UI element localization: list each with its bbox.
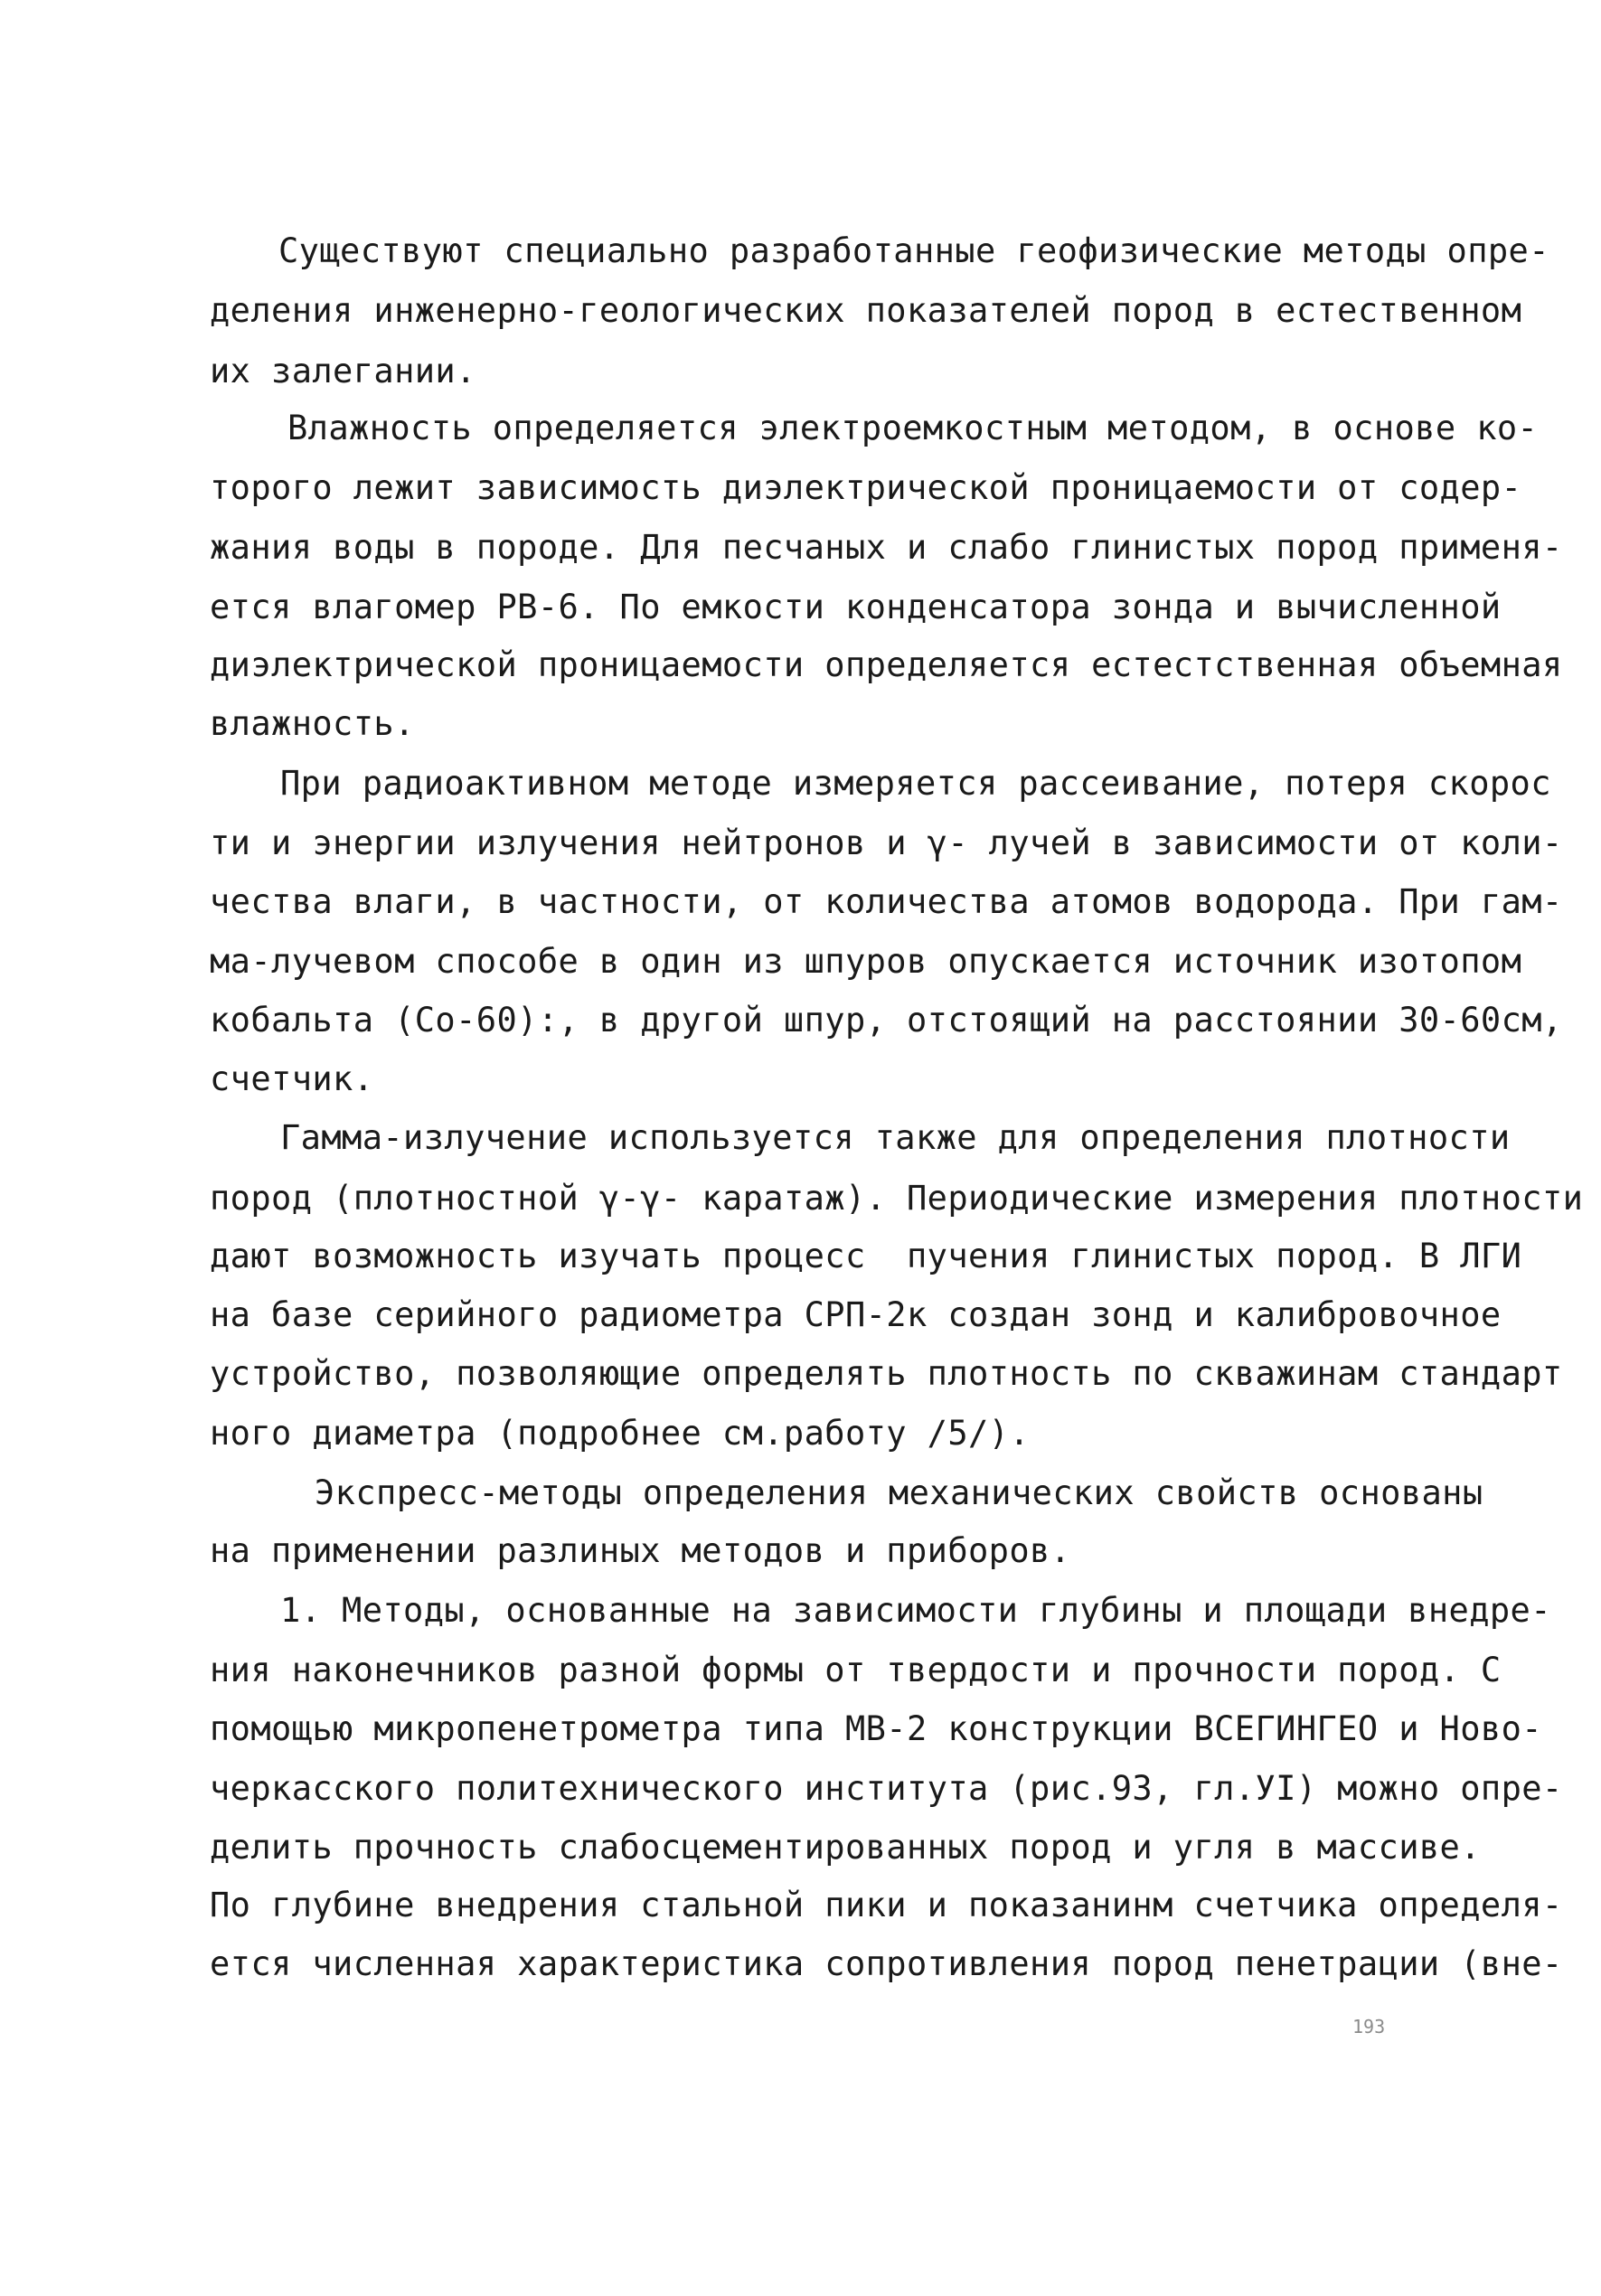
text-line: делить прочность слабосцементированных пород и угля в массиве. xyxy=(210,1828,1481,1867)
text-line: счетчик. xyxy=(210,1059,374,1098)
page-number: 193 xyxy=(1352,2016,1386,2037)
text-line: их залегании. xyxy=(210,352,476,391)
text-line: на базе серийного радиометра СРП-2к создан зонд и калибровочное xyxy=(210,1295,1502,1334)
text-line: Влажность определяется электроемкостным методом, в основе ко- xyxy=(287,409,1539,447)
text-line: ется влагомер РВ-6. По емкости конденсатора зонда и вычисленной xyxy=(210,588,1502,626)
text-line: Экспресс-методы определения механических свойств основаны xyxy=(315,1473,1483,1512)
text-line: чества влаги, в частности, от количества атомов водорода. При гам- xyxy=(210,882,1563,921)
text-line: диэлектрической проницаемости определяется естестственная объемная xyxy=(210,645,1563,684)
text-line: дают возможность изучать процесс пучения глинистых пород. В ЛГИ xyxy=(210,1237,1522,1275)
text-line: При радиоактивном методе измеряется рассеивание, потеря скорос xyxy=(280,764,1551,803)
text-line: ния наконечников разной формы от твердости и прочности пород. С xyxy=(210,1651,1502,1689)
text-line: ма-лучевом способе в один из шпуров опускается источник изотопом xyxy=(210,942,1522,981)
text-line: Существуют специально разработанные геофизические методы опре- xyxy=(278,231,1549,270)
text-line: По глубине внедрения стальной пики и показанинм счетчика определя- xyxy=(210,1886,1563,1924)
text-line: торого лежит зависимость диэлектрической проницаемости от содер- xyxy=(210,468,1522,507)
text-line: кобальта (Со-60):, в другой шпур, отстоящий на расстоянии 30-60см, xyxy=(210,1001,1563,1040)
text-line: влажность. xyxy=(210,704,415,743)
text-line: 1. Методы, основанные на зависимости глубины и площади внедре- xyxy=(280,1591,1551,1630)
text-line: ного диаметра (подробнее см.работу /5/). xyxy=(210,1414,1031,1453)
text-line: черкасского политехнического института (рис.93, гл.УI) можно опре- xyxy=(210,1769,1563,1808)
text-line: жания воды в породе. Для песчаных и слабо глинистых пород применя- xyxy=(210,528,1563,567)
text-line: деления инженерно-геологических показателей пород в естественном xyxy=(210,291,1522,330)
text-line: помощью микропенетрометра типа МВ-2 конструкции ВСЕГИНГЕО и Ново- xyxy=(210,1709,1542,1748)
text-line: ется численная характеристика сопротивления пород пенетрации (вне- xyxy=(210,1944,1563,1983)
text-line: устройство, позволяющие определять плотность по скважинам стандарт xyxy=(210,1354,1563,1393)
text-line: Гамма-излучение используется также для определения плотности xyxy=(280,1118,1511,1157)
text-line: на применении разлиных методов и приборов. xyxy=(210,1531,1071,1570)
text-line: пород (плотностной γ-γ- каратаж). Периодические измерения плотности xyxy=(210,1179,1584,1218)
text-line: ти и энергии излучения нейтронов и γ- лучей в зависимости от коли- xyxy=(210,823,1563,862)
